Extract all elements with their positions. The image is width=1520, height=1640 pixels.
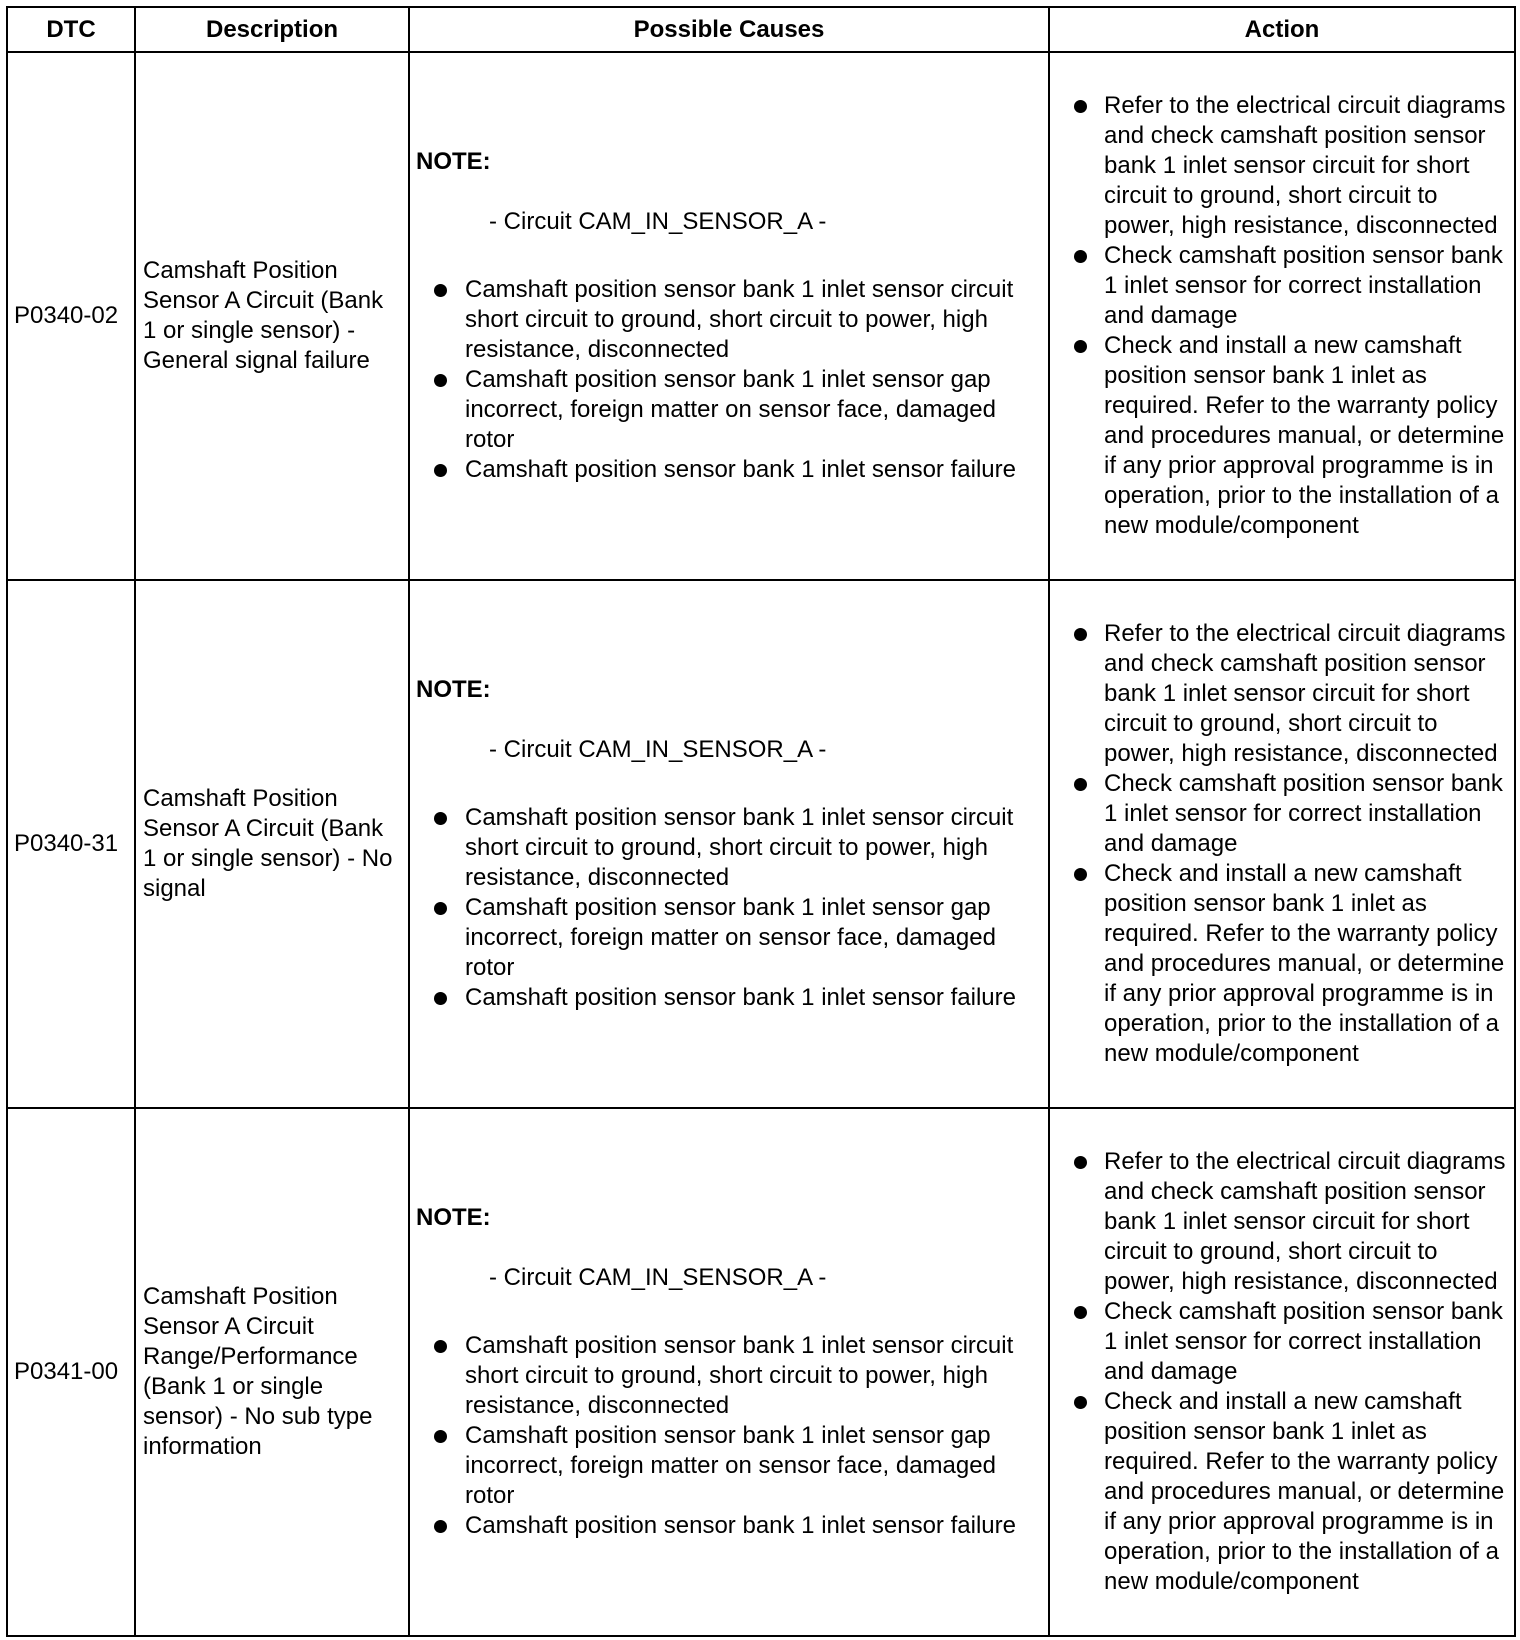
table-header-row [7, 7, 1515, 52]
bullet-icon [1074, 1306, 1087, 1319]
dtc-description: Camshaft Position Sensor A Circuit (Bank 1 or single sensor) - No signal [135, 580, 409, 1108]
bullet-icon [434, 992, 447, 1005]
cause-text: Camshaft position sensor bank 1 inlet sensor failure [465, 1512, 1016, 1539]
bullet-icon [1074, 778, 1087, 791]
cause-text: Camshaft position sensor bank 1 inlet sensor gap incorrect, foreign matter on sensor face, damaged rotor [465, 894, 996, 981]
action-item [1068, 859, 1508, 1069]
action-item [1068, 1387, 1508, 1597]
action-item [1068, 619, 1508, 769]
action-text: Check camshaft position sensor bank 1 inlet sensor for correct installation and damage [1104, 1298, 1503, 1385]
possible-causes-cell [409, 52, 1049, 580]
action-text: Check camshaft position sensor bank 1 inlet sensor for correct installation and damage [1104, 242, 1503, 329]
bullet-icon [1074, 250, 1087, 263]
cause-item [416, 275, 1044, 365]
header-possible-causes: Possible Causes [409, 7, 1049, 52]
action-text: Check and install a new camshaft position sensor bank 1 inlet as required. Refer to the warranty policy and procedures manual, or determine if any prior approval programme is in operation, prior to the installation of a new module/component [1104, 860, 1505, 1067]
bullet-icon [434, 902, 447, 915]
cause-item [416, 1331, 1044, 1421]
cause-text: Camshaft position sensor bank 1 inlet sensor circuit short circuit to ground, short circuit to power, high resistance, disconnected [465, 1332, 1014, 1419]
table-row [7, 1108, 1515, 1636]
bullet-icon [1074, 628, 1087, 641]
table-row [7, 52, 1515, 580]
action-text: Check and install a new camshaft position sensor bank 1 inlet as required. Refer to the warranty policy and procedures manual, or determine if any prior approval programme is in operation, prior to the installation of a new module/component [1104, 332, 1505, 539]
header-dtc: DTC [7, 7, 135, 52]
action-cell [1049, 52, 1515, 580]
dtc-code: P0340-31 [7, 580, 135, 1108]
action-text: Refer to the electrical circuit diagrams and check camshaft position sensor bank 1 inlet sensor circuit for short circuit to ground, short circuit to power, high resistance, disconnected [1104, 1148, 1506, 1295]
bullet-icon [1074, 1156, 1087, 1169]
cause-item [416, 1421, 1044, 1511]
cause-text: Camshaft position sensor bank 1 inlet sensor circuit short circuit to ground, short circuit to power, high resistance, disconnected [465, 804, 1014, 891]
action-cell [1049, 580, 1515, 1108]
dtc-code: P0341-00 [7, 1108, 135, 1636]
action-item [1068, 331, 1508, 541]
cause-text: Camshaft position sensor bank 1 inlet sensor gap incorrect, foreign matter on sensor face, damaged rotor [465, 366, 996, 453]
cause-text: Camshaft position sensor bank 1 inlet sensor gap incorrect, foreign matter on sensor face, damaged rotor [465, 1422, 996, 1509]
cause-text: Camshaft position sensor bank 1 inlet sensor failure [465, 984, 1016, 1011]
action-text: Refer to the electrical circuit diagrams and check camshaft position sensor bank 1 inlet sensor circuit for short circuit to ground, short circuit to power, high resistance, disconnected [1104, 92, 1506, 239]
action-text: Check camshaft position sensor bank 1 inlet sensor for correct installation and damage [1104, 770, 1503, 857]
possible-causes-cell [409, 580, 1049, 1108]
cause-item [416, 1511, 1044, 1541]
actions-list [1068, 91, 1508, 541]
bullet-icon [434, 374, 447, 387]
possible-causes-cell [409, 1108, 1049, 1636]
note-title: NOTE: [416, 676, 491, 703]
bullet-icon [434, 464, 447, 477]
actions-list [1068, 619, 1508, 1069]
dtc-description: Camshaft Position Sensor A Circuit (Bank 1 or single sensor) - General signal failure [135, 52, 409, 580]
table-row [7, 580, 1515, 1108]
note-circuit: - Circuit CAM_IN_SENSOR_A - [489, 1264, 827, 1291]
action-text: Refer to the electrical circuit diagrams and check camshaft position sensor bank 1 inlet sensor circuit for short circuit to ground, short circuit to power, high resistance, disconnected [1104, 620, 1506, 767]
bullet-icon [434, 1430, 447, 1443]
bullet-icon [434, 812, 447, 825]
action-item [1068, 769, 1508, 859]
header-action: Action [1049, 7, 1515, 52]
action-text: Check and install a new camshaft position sensor bank 1 inlet as required. Refer to the warranty policy and procedures manual, or determine if any prior approval programme is in operation, prior to the installation of a new module/component [1104, 1388, 1505, 1595]
action-item [1068, 241, 1508, 331]
bullet-icon [1074, 1396, 1087, 1409]
bullet-icon [1074, 100, 1087, 113]
cause-text: Camshaft position sensor bank 1 inlet sensor failure [465, 456, 1016, 483]
cause-item [416, 455, 1044, 485]
bullet-icon [434, 284, 447, 297]
cause-item [416, 893, 1044, 983]
bullet-icon [434, 1340, 447, 1353]
note-circuit: - Circuit CAM_IN_SENSOR_A - [489, 736, 827, 763]
causes-list [416, 275, 1044, 485]
bullet-icon [434, 1520, 447, 1533]
note-title: NOTE: [416, 148, 491, 175]
cause-item [416, 983, 1044, 1013]
dtc-description: Camshaft Position Sensor A Circuit Range/Performance (Bank 1 or single sensor) - No sub type information [135, 1108, 409, 1636]
document-page [6, 6, 1514, 1634]
note-circuit: - Circuit CAM_IN_SENSOR_A - [489, 208, 827, 235]
action-item [1068, 1147, 1508, 1297]
header-description: Description [135, 7, 409, 52]
cause-item [416, 365, 1044, 455]
action-item [1068, 1297, 1508, 1387]
action-cell [1049, 1108, 1515, 1636]
causes-list [416, 803, 1044, 1013]
dtc-table [6, 6, 1516, 1637]
actions-list [1068, 1147, 1508, 1597]
bullet-icon [1074, 868, 1087, 881]
dtc-code: P0340-02 [7, 52, 135, 580]
cause-text: Camshaft position sensor bank 1 inlet sensor circuit short circuit to ground, short circuit to power, high resistance, disconnected [465, 276, 1014, 363]
cause-item [416, 803, 1044, 893]
causes-list [416, 1331, 1044, 1541]
bullet-icon [1074, 340, 1087, 353]
action-item [1068, 91, 1508, 241]
note-title: NOTE: [416, 1204, 491, 1231]
